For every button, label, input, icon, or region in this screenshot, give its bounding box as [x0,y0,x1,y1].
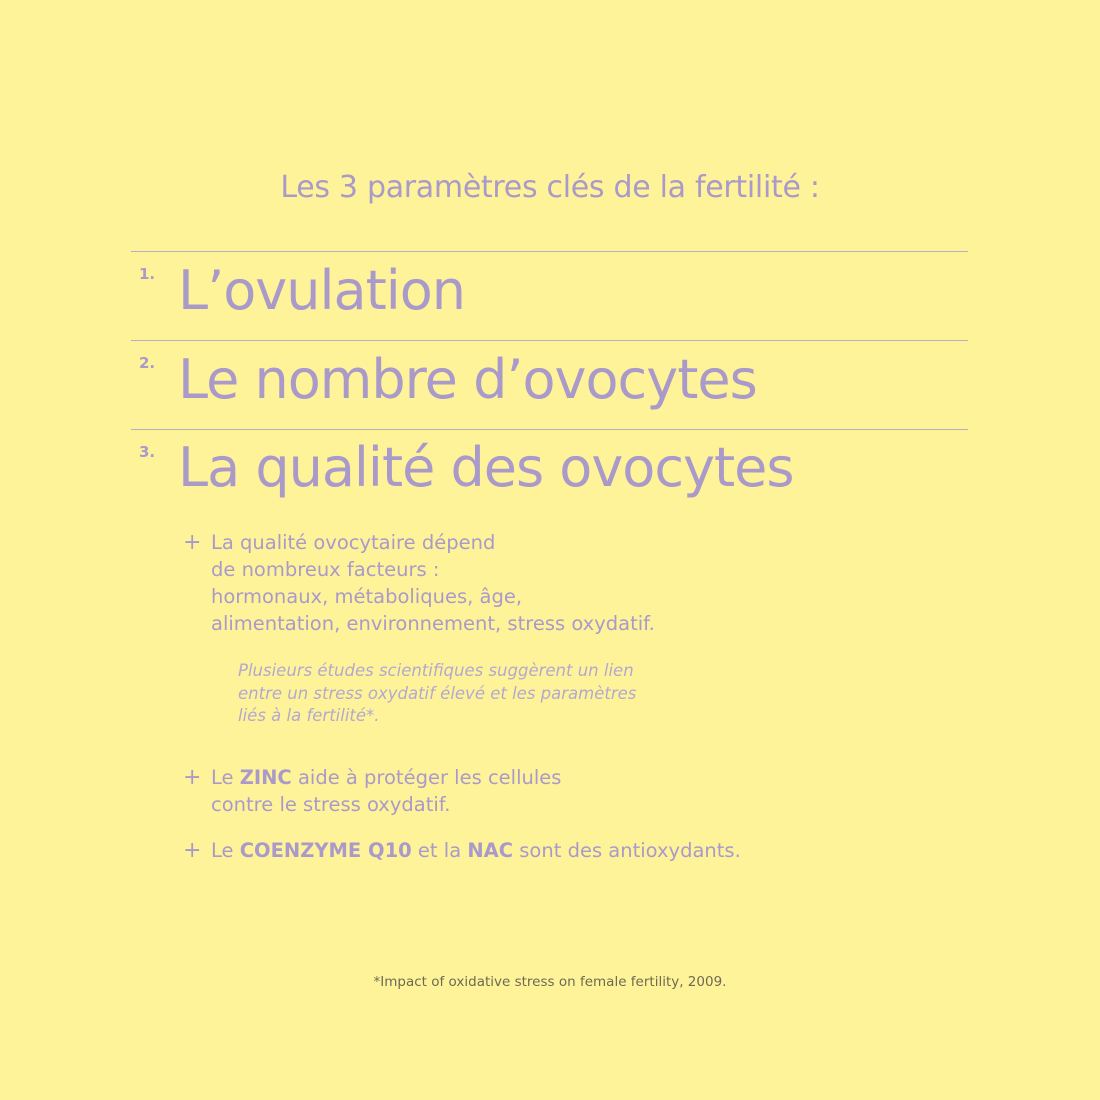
point-line: alimentation, environnement, stress oxydatif. [211,612,655,635]
point-line: hormonaux, métaboliques, âge, [211,585,523,608]
point-line: de nombreux facteurs : [211,558,440,581]
note-line: Plusieurs études scientifiques suggèrent un lien [238,661,634,680]
point-text: Le [211,839,240,862]
nac-highlight: NAC [467,839,514,862]
point-text: Le [211,766,240,789]
divider-1 [131,251,968,252]
divider-3 [131,429,968,430]
note-line: entre un stress oxydatif élevé et les paramètres [238,683,637,703]
intro-heading: Les 3 paramètres clés de la fertilité : [280,170,820,205]
note-line: liés à la fertilité*. [238,706,380,725]
point-text: et la [411,839,468,862]
point-line: La qualité ovocytaire dépend [211,531,496,554]
parameter-number-3: 3. [139,443,156,461]
zinc-highlight: ZINC [239,766,292,789]
parameter-title-2: Le nombre d’ovocytes [178,348,757,411]
point-text: aide à protéger les cellules [291,766,562,789]
plus-icon: + [183,765,202,790]
plus-icon: + [183,530,202,555]
footnote: *Impact of oxidative stress on female fertility, 2009. [373,974,727,990]
point-line [211,764,561,791]
study-note [238,660,636,728]
parameter-title-3: La qualité des ovocytes [178,436,794,499]
coenzyme-highlight: COENZYME Q10 [239,839,412,862]
point-quality-factors [211,529,655,637]
divider-2 [131,340,968,341]
point-zinc [211,764,561,818]
point-line: contre le stress oxydatif. [211,793,451,816]
parameter-number-2: 2. [139,354,156,372]
plus-icon: + [183,838,202,863]
parameter-title-1: L’ovulation [178,259,466,322]
point-line [211,837,741,864]
point-antioxidants [211,837,741,864]
parameter-number-1: 1. [139,265,156,283]
point-text: sont des antioxydants. [513,839,741,862]
